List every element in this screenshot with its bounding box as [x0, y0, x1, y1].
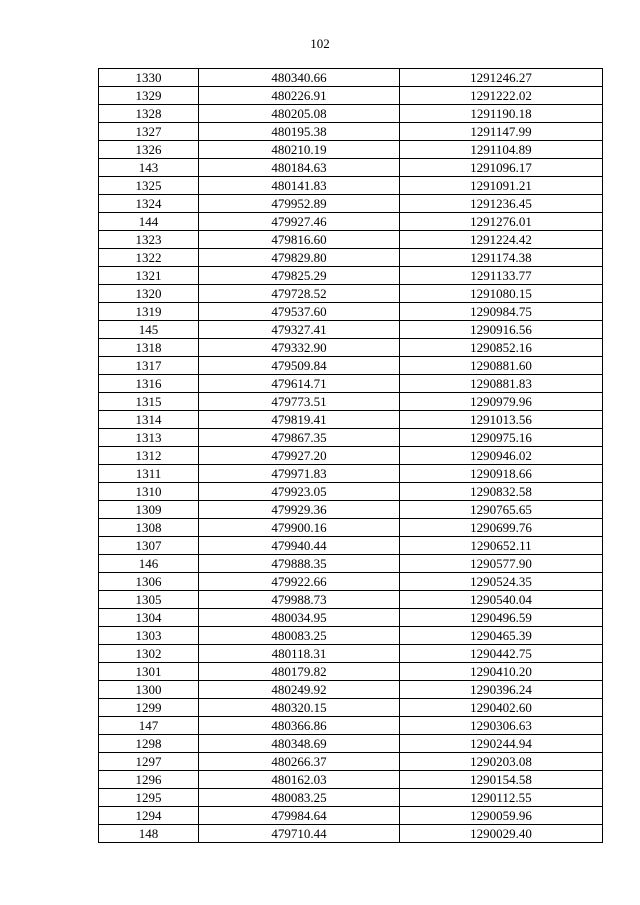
x-coordinate-cell: 479816.60: [199, 231, 400, 249]
x-coordinate-cell: 480083.25: [199, 627, 400, 645]
y-coordinate-cell: 1291276.01: [400, 213, 603, 231]
x-coordinate-cell: 479988.73: [199, 591, 400, 609]
table-row: [99, 213, 603, 231]
point-number-cell: 1316: [99, 375, 199, 393]
point-number-cell: 1317: [99, 357, 199, 375]
table-row: [99, 249, 603, 267]
x-coordinate-cell: 480320.15: [199, 699, 400, 717]
point-number-cell: 1323: [99, 231, 199, 249]
table-row: [99, 789, 603, 807]
y-coordinate-cell: 1290203.08: [400, 753, 603, 771]
x-coordinate-cell: 479728.52: [199, 285, 400, 303]
x-coordinate-cell: 480162.03: [199, 771, 400, 789]
table-row: [99, 519, 603, 537]
x-coordinate-cell: 480266.37: [199, 753, 400, 771]
x-coordinate-cell: 480226.91: [199, 87, 400, 105]
x-coordinate-cell: 479327.41: [199, 321, 400, 339]
table-row: [99, 231, 603, 249]
table-row: [99, 591, 603, 609]
table-row: [99, 771, 603, 789]
table-row: [99, 609, 603, 627]
y-coordinate-cell: 1290984.75: [400, 303, 603, 321]
y-coordinate-cell: 1291104.89: [400, 141, 603, 159]
table-row: [99, 663, 603, 681]
point-number-cell: 1314: [99, 411, 199, 429]
table-row: [99, 285, 603, 303]
y-coordinate-cell: 1290442.75: [400, 645, 603, 663]
y-coordinate-cell: 1290881.83: [400, 375, 603, 393]
point-number-cell: 1311: [99, 465, 199, 483]
y-coordinate-cell: 1291147.99: [400, 123, 603, 141]
y-coordinate-cell: 1291174.38: [400, 249, 603, 267]
y-coordinate-cell: 1291091.21: [400, 177, 603, 195]
x-coordinate-cell: 479710.44: [199, 825, 400, 843]
x-coordinate-cell: 480141.83: [199, 177, 400, 195]
point-number-cell: 1296: [99, 771, 199, 789]
point-number-cell: 1309: [99, 501, 199, 519]
y-coordinate-cell: 1290410.20: [400, 663, 603, 681]
x-coordinate-cell: 480034.95: [199, 609, 400, 627]
y-coordinate-cell: 1290946.02: [400, 447, 603, 465]
point-number-cell: 148: [99, 825, 199, 843]
page-number: 102: [310, 36, 330, 51]
point-number-cell: 1302: [99, 645, 199, 663]
point-number-cell: 1324: [99, 195, 199, 213]
y-coordinate-cell: 1290577.90: [400, 555, 603, 573]
y-coordinate-cell: 1291080.15: [400, 285, 603, 303]
x-coordinate-cell: 479940.44: [199, 537, 400, 555]
x-coordinate-cell: 479952.89: [199, 195, 400, 213]
x-coordinate-cell: 480195.38: [199, 123, 400, 141]
table-row: [99, 501, 603, 519]
point-number-cell: 1315: [99, 393, 199, 411]
y-coordinate-cell: 1291222.02: [400, 87, 603, 105]
y-coordinate-cell: 1291224.42: [400, 231, 603, 249]
point-number-cell: 1318: [99, 339, 199, 357]
point-number-cell: 1328: [99, 105, 199, 123]
point-number-cell: 1319: [99, 303, 199, 321]
table-row: [99, 753, 603, 771]
table-row: [99, 645, 603, 663]
table-row: [99, 321, 603, 339]
point-number-cell: 145: [99, 321, 199, 339]
x-coordinate-cell: 479509.84: [199, 357, 400, 375]
y-coordinate-cell: 1290402.60: [400, 699, 603, 717]
table-row: [99, 681, 603, 699]
point-number-cell: 1300: [99, 681, 199, 699]
x-coordinate-cell: 480083.25: [199, 789, 400, 807]
point-number-cell: 1301: [99, 663, 199, 681]
x-coordinate-cell: 480249.92: [199, 681, 400, 699]
x-coordinate-cell: 480179.82: [199, 663, 400, 681]
point-number-cell: 1329: [99, 87, 199, 105]
x-coordinate-cell: 479929.36: [199, 501, 400, 519]
point-number-cell: 147: [99, 717, 199, 735]
coordinates-table: [98, 68, 603, 843]
x-coordinate-cell: 479922.66: [199, 573, 400, 591]
point-number-cell: 1312: [99, 447, 199, 465]
x-coordinate-cell: 480210.19: [199, 141, 400, 159]
point-number-cell: 1306: [99, 573, 199, 591]
x-coordinate-cell: 480118.31: [199, 645, 400, 663]
point-number-cell: 1299: [99, 699, 199, 717]
table-row: [99, 177, 603, 195]
y-coordinate-cell: 1290306.63: [400, 717, 603, 735]
table-row: [99, 825, 603, 843]
y-coordinate-cell: 1290832.58: [400, 483, 603, 501]
y-coordinate-cell: 1290918.66: [400, 465, 603, 483]
point-number-cell: 1310: [99, 483, 199, 501]
coordinates-table-body: [99, 69, 603, 843]
point-number-cell: 1322: [99, 249, 199, 267]
point-number-cell: 1330: [99, 69, 199, 87]
table-row: [99, 573, 603, 591]
y-coordinate-cell: 1291190.18: [400, 105, 603, 123]
x-coordinate-cell: 480366.86: [199, 717, 400, 735]
y-coordinate-cell: 1290881.60: [400, 357, 603, 375]
x-coordinate-cell: 479829.80: [199, 249, 400, 267]
table-row: [99, 87, 603, 105]
x-coordinate-cell: 479971.83: [199, 465, 400, 483]
point-number-cell: 1304: [99, 609, 199, 627]
table-row: [99, 303, 603, 321]
point-number-cell: 1298: [99, 735, 199, 753]
point-number-cell: 1321: [99, 267, 199, 285]
y-coordinate-cell: 1290244.94: [400, 735, 603, 753]
y-coordinate-cell: 1291013.56: [400, 411, 603, 429]
table-row: [99, 105, 603, 123]
x-coordinate-cell: 479900.16: [199, 519, 400, 537]
x-coordinate-cell: 479332.90: [199, 339, 400, 357]
y-coordinate-cell: 1290652.11: [400, 537, 603, 555]
point-number-cell: 1326: [99, 141, 199, 159]
y-coordinate-cell: 1290112.55: [400, 789, 603, 807]
table-row: [99, 69, 603, 87]
point-number-cell: 1327: [99, 123, 199, 141]
x-coordinate-cell: 480348.69: [199, 735, 400, 753]
point-number-cell: 1320: [99, 285, 199, 303]
x-coordinate-cell: 479819.41: [199, 411, 400, 429]
point-number-cell: 1313: [99, 429, 199, 447]
table-row: [99, 357, 603, 375]
table-row: [99, 627, 603, 645]
table-row: [99, 807, 603, 825]
table-row: [99, 537, 603, 555]
table-row: [99, 195, 603, 213]
table-row: [99, 411, 603, 429]
table-row: [99, 375, 603, 393]
y-coordinate-cell: 1290852.16: [400, 339, 603, 357]
x-coordinate-cell: 479537.60: [199, 303, 400, 321]
y-coordinate-cell: 1291236.45: [400, 195, 603, 213]
y-coordinate-cell: 1290496.59: [400, 609, 603, 627]
x-coordinate-cell: 479984.64: [199, 807, 400, 825]
table-row: [99, 447, 603, 465]
point-number-cell: 1297: [99, 753, 199, 771]
point-number-cell: 1295: [99, 789, 199, 807]
y-coordinate-cell: 1290154.58: [400, 771, 603, 789]
table-row: [99, 483, 603, 501]
y-coordinate-cell: 1290979.96: [400, 393, 603, 411]
table-row: [99, 699, 603, 717]
table-row: [99, 159, 603, 177]
point-number-cell: 143: [99, 159, 199, 177]
point-number-cell: 1308: [99, 519, 199, 537]
point-number-cell: 1305: [99, 591, 199, 609]
table-row: [99, 141, 603, 159]
table-row: [99, 429, 603, 447]
x-coordinate-cell: 480184.63: [199, 159, 400, 177]
y-coordinate-cell: 1290029.40: [400, 825, 603, 843]
y-coordinate-cell: 1290059.96: [400, 807, 603, 825]
table-row: [99, 735, 603, 753]
x-coordinate-cell: 479614.71: [199, 375, 400, 393]
x-coordinate-cell: 479773.51: [199, 393, 400, 411]
point-number-cell: 1307: [99, 537, 199, 555]
x-coordinate-cell: 480340.66: [199, 69, 400, 87]
x-coordinate-cell: 480205.08: [199, 105, 400, 123]
y-coordinate-cell: 1290465.39: [400, 627, 603, 645]
y-coordinate-cell: 1290765.65: [400, 501, 603, 519]
point-number-cell: 1303: [99, 627, 199, 645]
table-row: [99, 555, 603, 573]
point-number-cell: 146: [99, 555, 199, 573]
y-coordinate-cell: 1290540.04: [400, 591, 603, 609]
point-number-cell: 144: [99, 213, 199, 231]
x-coordinate-cell: 479923.05: [199, 483, 400, 501]
table-row: [99, 465, 603, 483]
y-coordinate-cell: 1291133.77: [400, 267, 603, 285]
y-coordinate-cell: 1291246.27: [400, 69, 603, 87]
y-coordinate-cell: 1290699.76: [400, 519, 603, 537]
y-coordinate-cell: 1291096.17: [400, 159, 603, 177]
y-coordinate-cell: 1290524.35: [400, 573, 603, 591]
x-coordinate-cell: 479825.29: [199, 267, 400, 285]
y-coordinate-cell: 1290975.16: [400, 429, 603, 447]
x-coordinate-cell: 479927.20: [199, 447, 400, 465]
x-coordinate-cell: 479927.46: [199, 213, 400, 231]
y-coordinate-cell: 1290396.24: [400, 681, 603, 699]
table-row: [99, 717, 603, 735]
point-number-cell: 1325: [99, 177, 199, 195]
x-coordinate-cell: 479867.35: [199, 429, 400, 447]
y-coordinate-cell: 1290916.56: [400, 321, 603, 339]
x-coordinate-cell: 479888.35: [199, 555, 400, 573]
point-number-cell: 1294: [99, 807, 199, 825]
table-row: [99, 393, 603, 411]
table-row: [99, 267, 603, 285]
table-row: [99, 123, 603, 141]
table-row: [99, 339, 603, 357]
